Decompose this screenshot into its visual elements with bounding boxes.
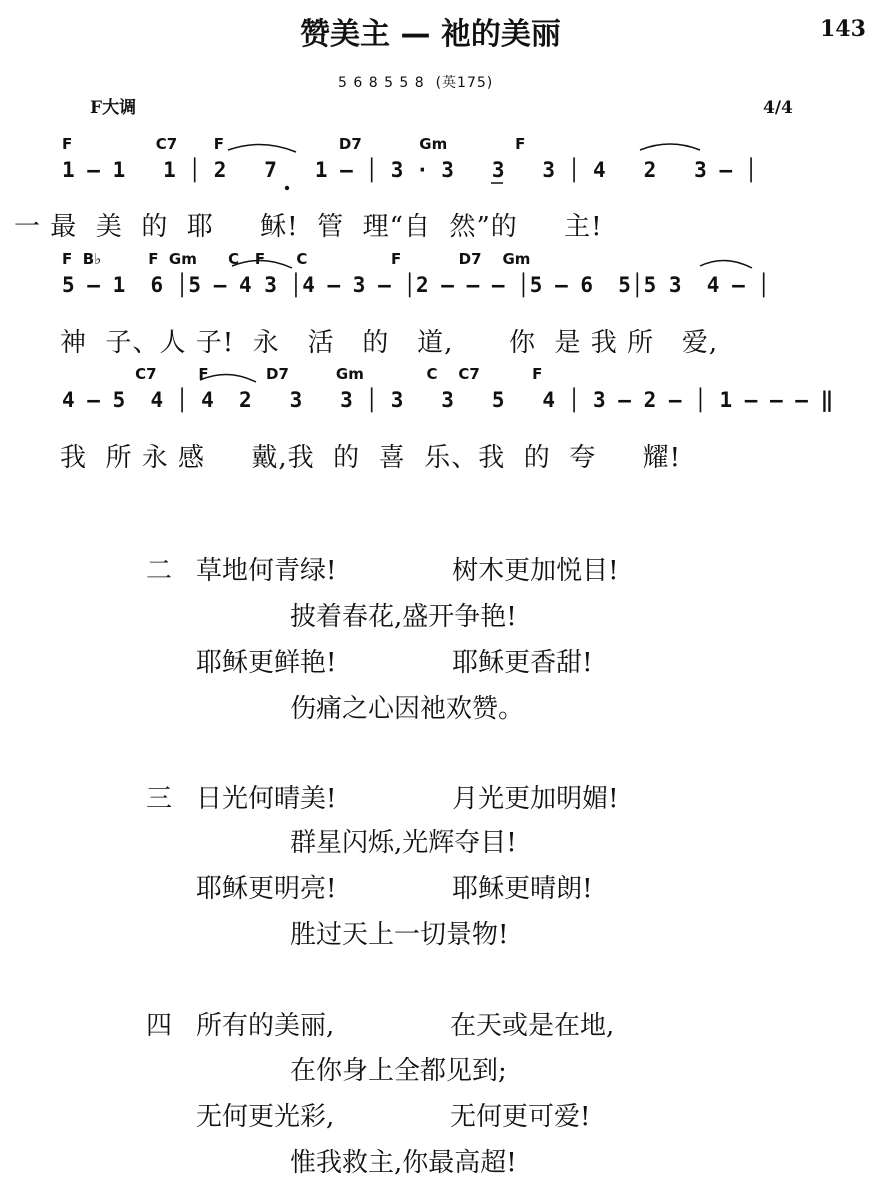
chord-line-1: F C7 F D7 Gm F <box>62 135 526 153</box>
lyrics-line-1: 一 最 美 的 耶 稣! 管 理“自 然”的 主! <box>14 212 603 242</box>
verse-4-line-2: 在你身上全都见到; <box>290 1056 507 1086</box>
chord-line-3: C7 F D7 Gm C C7 F <box>62 365 543 383</box>
tune-reference: 5 6 8 5 5 8 (英175) <box>338 75 494 91</box>
lyrics-line-2: 神 子、人 子! 永 活 的 道, 你 是 我 所 爱, <box>60 328 719 358</box>
page-number: 143 <box>820 16 866 42</box>
verse-2-line-1: 草地何青绿! 树木更加悦目! <box>196 556 619 586</box>
verse-3-line-1: 日光何晴美! 月光更加明媚! <box>196 784 619 814</box>
notation-line-2: 5 — 1 6 │5 — 4 3 │4 — 3 — │2 — — — │5 — 6 5│5 3 4 — │ <box>62 273 771 297</box>
hymn-title: 赞美主 — 祂的美丽 <box>300 17 561 52</box>
verse-number-4: 四 <box>146 1011 173 1041</box>
verse-4-line-1: 所有的美丽, 在天或是在地, <box>196 1011 615 1041</box>
notation-line-3: 4 — 5 4 │ 4 2 3 3 │ 3 3 5 4 │ 3 — 2 — │ 1 — — — ‖ <box>62 388 834 412</box>
verse-2-line-4: 伤痛之心因祂欢赞。 <box>290 694 525 724</box>
chord-line-2: F B♭ F Gm C F C F D7 Gm <box>62 250 531 268</box>
lyrics-line-3: 我 所 永 感 戴,我 的 喜 乐、我 的 夸 耀! <box>60 443 682 473</box>
verse-4-line-4: 惟我救主,你最高超! <box>290 1148 517 1178</box>
key-signature: F大调 <box>90 98 137 118</box>
verse-3-line-2: 群星闪烁,光辉夺目! <box>290 828 517 858</box>
verse-3-line-4: 胜过天上一切景物! <box>290 920 509 950</box>
notation-line-1: 1 — 1 1 │ 2 7 1 — │ 3 · 3 3 3 │ 4 2 3 — │ <box>62 158 758 182</box>
verse-4-line-3: 无何更光彩, 无何更可爱! <box>196 1102 591 1132</box>
verse-2-line-2: 披着春花,盛开争艳! <box>290 602 517 632</box>
verse-number-3: 三 <box>146 784 173 814</box>
verse-3-line-3: 耶稣更明亮! 耶稣更晴朗! <box>196 874 593 904</box>
verse-number-2: 二 <box>146 556 173 586</box>
verse-2-line-3: 耶稣更鲜艳! 耶稣更香甜! <box>196 648 593 678</box>
time-signature: 4/4 <box>763 98 793 118</box>
